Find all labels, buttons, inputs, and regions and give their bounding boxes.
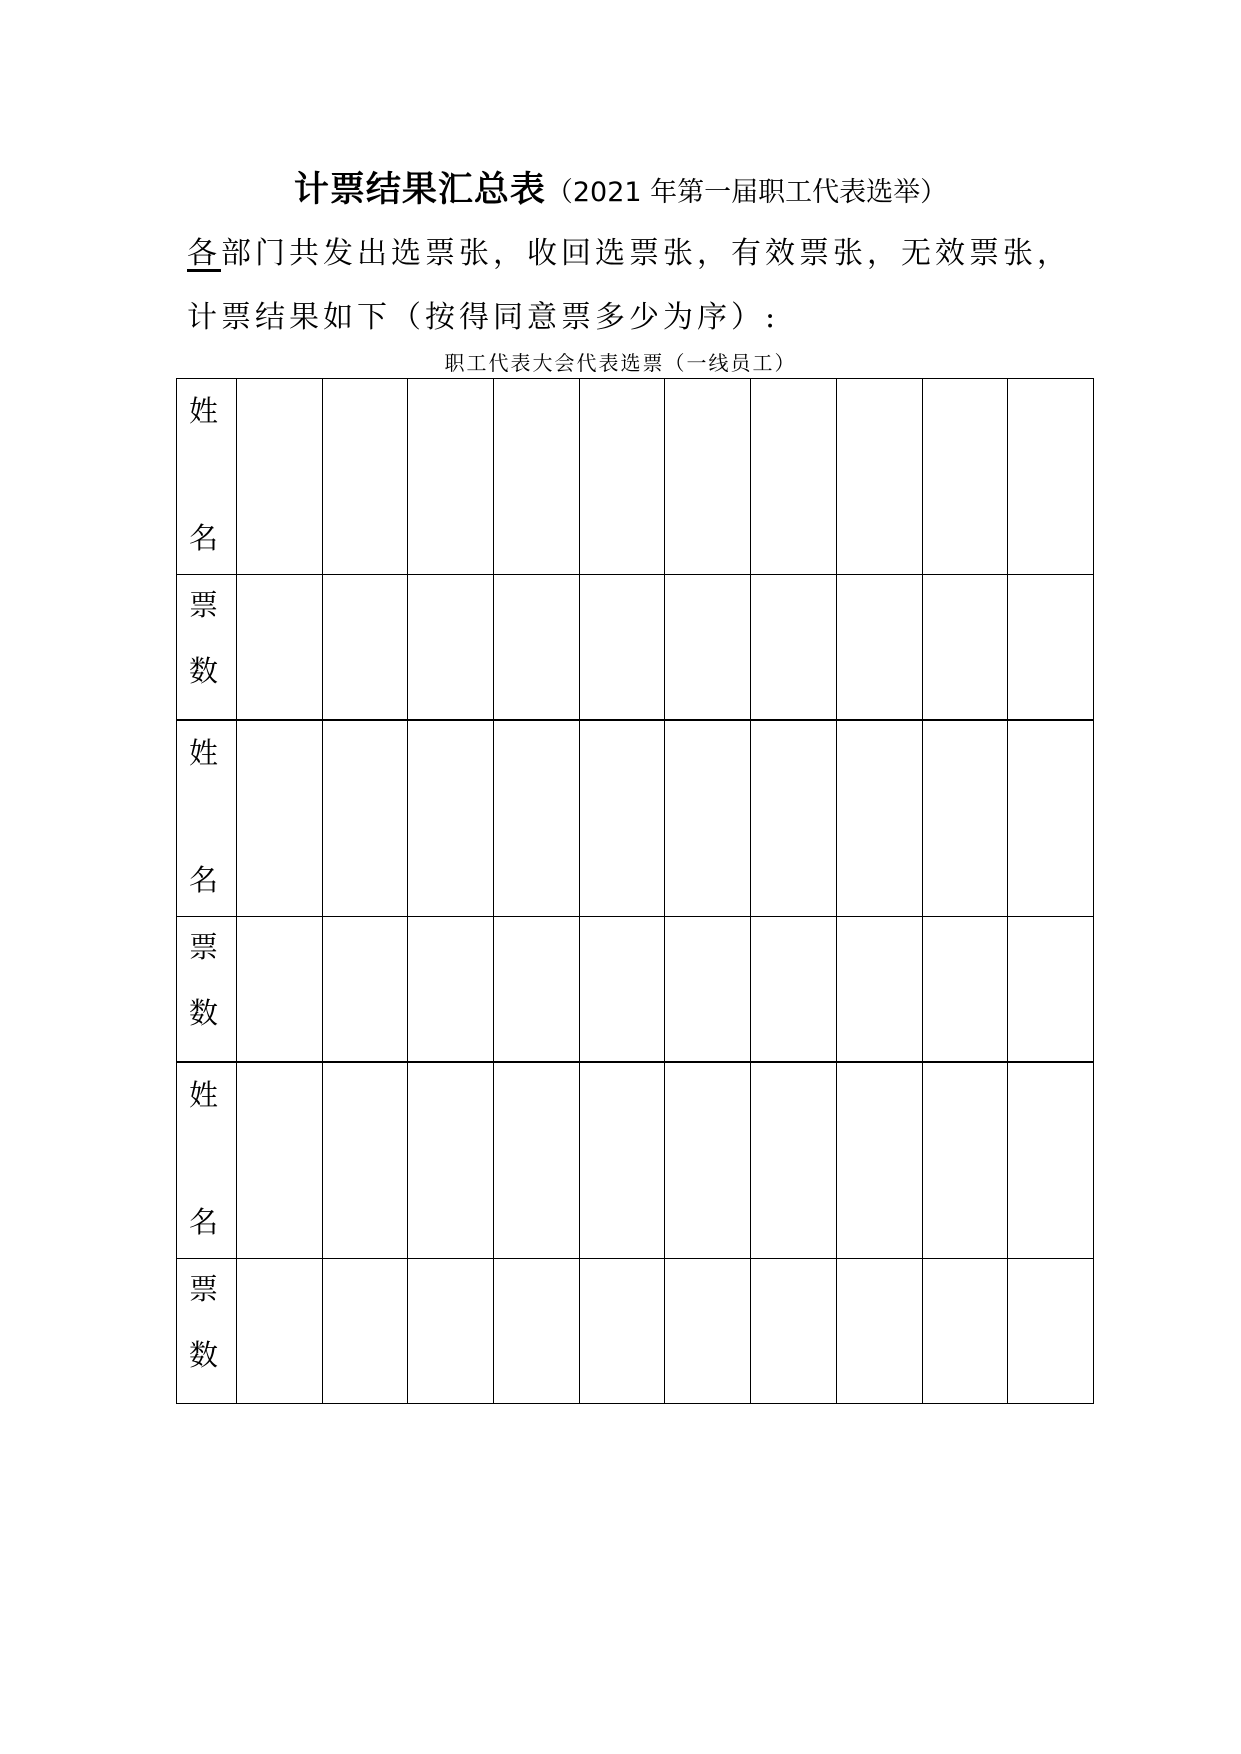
- count-cell[interactable]: [836, 1259, 922, 1404]
- name-cell[interactable]: [836, 1062, 922, 1259]
- name-cell[interactable]: [665, 379, 751, 575]
- count-cell[interactable]: [322, 575, 408, 721]
- name-cell[interactable]: [494, 379, 580, 575]
- name-cell[interactable]: [408, 1062, 494, 1259]
- count-cell[interactable]: [836, 917, 922, 1063]
- count-cell[interactable]: [494, 1259, 580, 1404]
- name-row: [177, 720, 1094, 917]
- count-cell[interactable]: [751, 917, 837, 1063]
- count-cell[interactable]: [1008, 917, 1094, 1063]
- title-main: 计票结果汇总表: [293, 170, 546, 210]
- count-cell[interactable]: [1008, 1259, 1094, 1404]
- name-row: [177, 379, 1094, 575]
- name-label-cell: [177, 379, 237, 575]
- name-label-bottom: 名: [189, 1205, 219, 1239]
- name-label-top: 姓: [189, 736, 219, 770]
- name-label-bottom: 名: [189, 863, 219, 897]
- count-label-cell: [177, 1259, 237, 1404]
- count-label-top: 票: [189, 1272, 219, 1306]
- name-cell[interactable]: [237, 720, 323, 917]
- name-cell[interactable]: [408, 720, 494, 917]
- count-cell[interactable]: [922, 1259, 1008, 1404]
- name-cell[interactable]: [579, 379, 665, 575]
- name-cell[interactable]: [922, 379, 1008, 575]
- name-cell[interactable]: [751, 720, 837, 917]
- count-row: [177, 575, 1094, 721]
- count-cell[interactable]: [836, 575, 922, 721]
- name-cell[interactable]: [494, 1062, 580, 1259]
- count-cell[interactable]: [322, 1259, 408, 1404]
- intro-first-char: 各: [187, 236, 221, 271]
- title-subtitle: （2021 年第一届职工代表选举）: [545, 177, 948, 208]
- name-label-bottom: 名: [189, 521, 219, 555]
- name-cell[interactable]: [322, 1062, 408, 1259]
- name-cell[interactable]: [1008, 720, 1094, 917]
- count-row: [177, 917, 1094, 1063]
- name-cell[interactable]: [922, 720, 1008, 917]
- count-cell[interactable]: [751, 575, 837, 721]
- name-cell[interactable]: [579, 1062, 665, 1259]
- name-label-cell: [177, 1062, 237, 1259]
- count-cell[interactable]: [579, 917, 665, 1063]
- count-label-top: 票: [189, 588, 219, 622]
- table-caption: 职工代表大会代表选票（一线员工）: [444, 351, 797, 375]
- name-cell[interactable]: [579, 720, 665, 917]
- count-cell[interactable]: [1008, 575, 1094, 721]
- name-cell[interactable]: [751, 379, 837, 575]
- name-cell[interactable]: [322, 379, 408, 575]
- count-row: [177, 1259, 1094, 1404]
- count-cell[interactable]: [665, 1259, 751, 1404]
- name-cell[interactable]: [665, 720, 751, 917]
- name-cell[interactable]: [237, 1062, 323, 1259]
- count-cell[interactable]: [579, 575, 665, 721]
- count-cell[interactable]: [237, 575, 323, 721]
- name-cell[interactable]: [1008, 379, 1094, 575]
- name-cell[interactable]: [1008, 1062, 1094, 1259]
- name-cell[interactable]: [836, 720, 922, 917]
- count-cell[interactable]: [922, 917, 1008, 1063]
- count-label-cell: [177, 917, 237, 1063]
- count-cell[interactable]: [408, 917, 494, 1063]
- document-title: [0, 162, 1241, 212]
- name-row: [177, 1062, 1094, 1259]
- name-label-top: 姓: [189, 394, 219, 428]
- name-cell[interactable]: [922, 1062, 1008, 1259]
- count-cell[interactable]: [922, 575, 1008, 721]
- count-cell[interactable]: [665, 917, 751, 1063]
- count-cell[interactable]: [579, 1259, 665, 1404]
- count-label-cell: [177, 575, 237, 721]
- tally-table: [176, 378, 1094, 1404]
- count-label-top: 票: [189, 930, 219, 964]
- name-cell[interactable]: [237, 379, 323, 575]
- count-cell[interactable]: [494, 575, 580, 721]
- count-cell[interactable]: [494, 917, 580, 1063]
- name-cell[interactable]: [322, 720, 408, 917]
- name-cell[interactable]: [494, 720, 580, 917]
- name-cell[interactable]: [665, 1062, 751, 1259]
- count-cell[interactable]: [322, 917, 408, 1063]
- count-cell[interactable]: [408, 575, 494, 721]
- name-label-top: 姓: [189, 1078, 219, 1112]
- name-label-cell: [177, 720, 237, 917]
- count-cell[interactable]: [665, 575, 751, 721]
- intro-line-1: [187, 228, 1071, 272]
- name-cell[interactable]: [408, 379, 494, 575]
- count-cell[interactable]: [408, 1259, 494, 1404]
- count-cell[interactable]: [237, 1259, 323, 1404]
- count-label-bottom: 数: [189, 1338, 219, 1372]
- name-cell[interactable]: [836, 379, 922, 575]
- count-label-bottom: 数: [189, 654, 219, 688]
- count-cell[interactable]: [751, 1259, 837, 1404]
- intro-line-1-text: 部门共发出选票张，收回选票张，有效票张，无效票张，: [221, 236, 1071, 271]
- name-cell[interactable]: [751, 1062, 837, 1259]
- count-cell[interactable]: [237, 917, 323, 1063]
- intro-line-2: 计票结果如下（按得同意票多少为序）:: [187, 300, 780, 335]
- count-label-bottom: 数: [189, 996, 219, 1030]
